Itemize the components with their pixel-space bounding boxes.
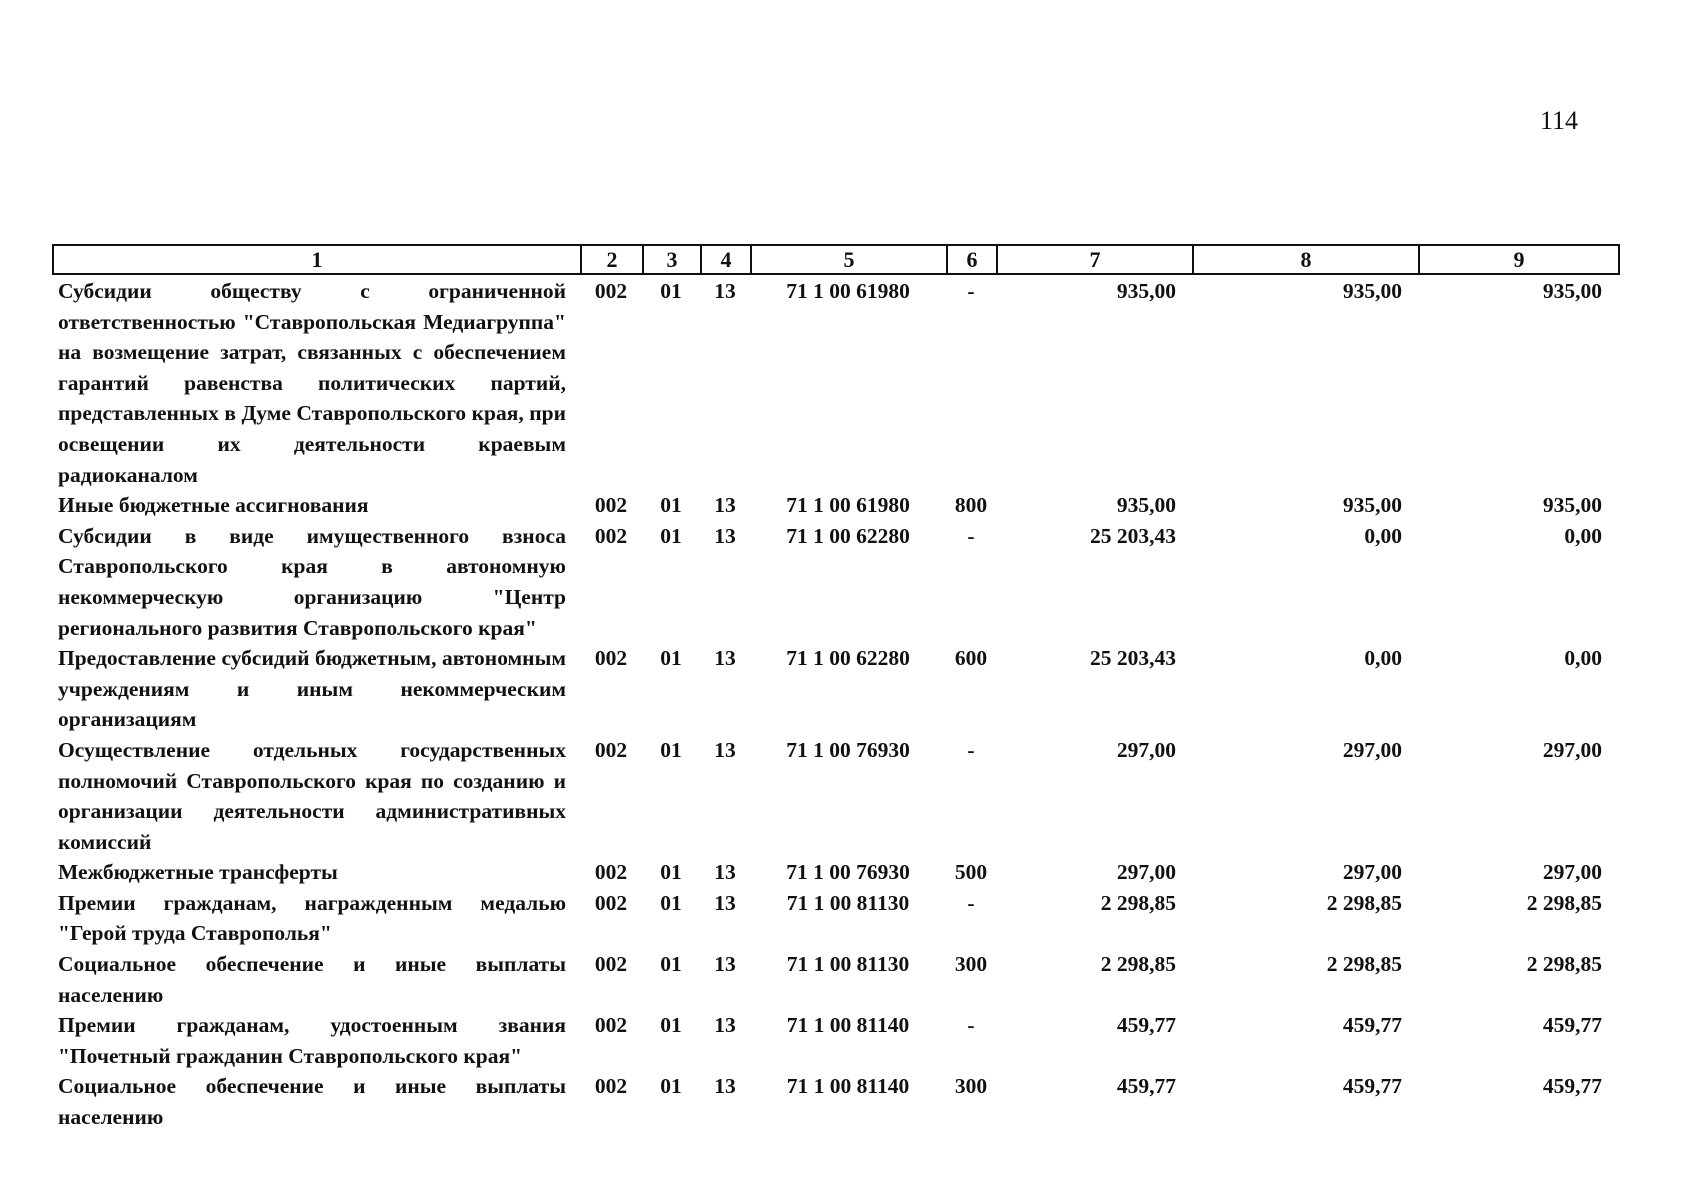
row-col-7: 2 298,85	[1100, 952, 1176, 977]
table-row	[52, 1071, 1618, 1132]
table-header	[52, 244, 1620, 275]
row-col-4: 13	[714, 1013, 736, 1038]
row-col-6: -	[967, 523, 975, 548]
row-col-4: 13	[714, 860, 736, 885]
header-col-2: 2	[581, 245, 643, 274]
table-row	[52, 735, 1618, 857]
row-col-6: -	[967, 737, 975, 762]
row-col-7: 297,00	[1116, 737, 1176, 762]
row-col-4: 13	[714, 1074, 736, 1099]
header-col-8: 8	[1193, 245, 1419, 274]
row-col-9: 297,00	[1542, 860, 1602, 885]
row-col-6: -	[967, 279, 975, 303]
row-col-2: 002	[594, 890, 628, 915]
row-col-9: 935,00	[1542, 279, 1602, 303]
header-row	[53, 245, 1619, 274]
row-col-9: 2 298,85	[1526, 952, 1602, 977]
header-col-6: 6	[947, 245, 997, 274]
row-name: Социальное обеспечение и иные выплаты населению	[58, 952, 566, 1007]
row-col-8: 297,00	[1342, 737, 1402, 762]
table-row	[52, 857, 1618, 888]
row-col-2: 002	[594, 952, 628, 977]
row-col-8: 297,00	[1342, 860, 1402, 885]
row-col-9: 2 298,85	[1526, 890, 1602, 915]
row-col-5: 71 1 00 62280	[786, 646, 910, 671]
row-col-5: 71 1 00 76930	[786, 737, 910, 762]
header-col-3: 3	[643, 245, 701, 274]
row-col-6: -	[967, 890, 975, 915]
row-col-2: 002	[594, 1074, 628, 1099]
row-col-6: 300	[954, 1074, 988, 1099]
row-col-4: 13	[714, 890, 736, 915]
row-col-2: 002	[594, 646, 628, 671]
row-col-7: 935,00	[1116, 279, 1176, 303]
row-col-3: 01	[660, 493, 682, 518]
row-col-4: 13	[714, 279, 736, 303]
table-row	[52, 521, 1618, 643]
row-col-9: 935,00	[1542, 493, 1602, 518]
row-col-5: 71 1 00 81130	[786, 952, 910, 977]
row-col-3: 01	[660, 860, 682, 885]
row-col-6: 800	[954, 493, 988, 518]
budget-table	[52, 276, 1618, 1133]
row-col-9: 0,00	[1564, 646, 1602, 671]
row-col-5: 71 1 00 62280	[786, 523, 910, 548]
row-col-3: 01	[660, 1074, 682, 1099]
header-col-1: 1	[53, 245, 581, 274]
row-col-7: 25 203,43	[1090, 523, 1176, 548]
page-number: 114	[1540, 106, 1579, 135]
row-col-7: 935,00	[1116, 493, 1176, 518]
row-col-7: 297,00	[1116, 860, 1176, 885]
row-col-9: 459,77	[1542, 1074, 1602, 1099]
row-col-2: 002	[594, 523, 628, 548]
table-row	[52, 949, 1618, 1010]
row-col-4: 13	[714, 646, 736, 671]
row-col-8: 0,00	[1364, 523, 1402, 548]
row-col-6: 500	[954, 860, 988, 885]
row-name: Иные бюджетные ассигнования	[58, 493, 369, 518]
row-col-9: 297,00	[1542, 737, 1602, 762]
row-col-4: 13	[714, 952, 736, 977]
row-col-6: 600	[954, 646, 988, 671]
row-col-5: 71 1 00 61980	[786, 279, 910, 303]
header-col-4: 4	[701, 245, 751, 274]
header-col-7: 7	[997, 245, 1193, 274]
table-row	[52, 888, 1618, 949]
row-col-2: 002	[594, 860, 628, 885]
row-col-7: 459,77	[1116, 1074, 1176, 1099]
row-col-5: 71 1 00 81130	[786, 890, 910, 915]
row-col-2: 002	[594, 493, 628, 518]
row-col-6: -	[967, 1013, 975, 1038]
row-col-3: 01	[660, 890, 682, 915]
row-col-4: 13	[714, 737, 736, 762]
row-name: Премии гражданам, награжденным медалью "Герой труда Ставрополья"	[58, 890, 566, 946]
table-row	[52, 1010, 1618, 1071]
row-col-5: 71 1 00 81140	[786, 1013, 910, 1038]
row-name: Социальное обеспечение и иные выплаты населению	[58, 1074, 566, 1130]
row-col-3: 01	[660, 523, 682, 548]
row-name: Премии гражданам, удостоенным звания "Почетный гражданин Ставропольского края"	[58, 1013, 566, 1068]
row-col-8: 935,00	[1342, 493, 1402, 518]
row-col-6: 300	[954, 952, 988, 977]
row-col-2: 002	[594, 1013, 628, 1038]
row-name: Осуществление отдельных государственных полномочий Ставропольского края по созданию и организации деятельности административных комиссий	[58, 737, 566, 854]
row-col-5: 71 1 00 61980	[786, 493, 910, 518]
row-col-2: 002	[594, 737, 628, 762]
row-col-8: 0,00	[1364, 646, 1402, 671]
row-name: Субсидии обществу с ограниченной ответственностью "Ставропольская Медиагруппа" на возмещение затрат, связанных с обеспечением гарантий равенства политических партий, представленных в Думе Ставропольского края, при освещении их деятельности краевым радиоканалом	[58, 279, 566, 487]
row-name: Субсидии в виде имущественного взноса Ставропольского края в автономную некоммерческую организацию "Центр регионального развития Ставропольского края"	[58, 523, 566, 640]
row-col-4: 13	[714, 493, 736, 518]
header-col-5: 5	[751, 245, 947, 274]
row-col-5: 71 1 00 81140	[786, 1074, 910, 1099]
row-name: Предоставление субсидий бюджетным, автономным учреждениям и иным некоммерческим организациям	[58, 646, 566, 732]
row-col-8: 2 298,85	[1326, 952, 1402, 977]
row-col-7: 2 298,85	[1100, 890, 1176, 915]
table-row	[52, 276, 1618, 490]
row-col-7: 459,77	[1116, 1013, 1176, 1038]
row-col-3: 01	[660, 646, 682, 671]
row-col-3: 01	[660, 737, 682, 762]
row-col-9: 0,00	[1564, 523, 1602, 548]
row-col-4: 13	[714, 523, 736, 548]
row-col-7: 25 203,43	[1090, 646, 1176, 671]
row-col-8: 935,00	[1342, 279, 1402, 303]
row-col-8: 2 298,85	[1326, 890, 1402, 915]
table-row	[52, 643, 1618, 735]
row-col-9: 459,77	[1542, 1013, 1602, 1038]
row-col-8: 459,77	[1342, 1013, 1402, 1038]
header-col-9: 9	[1419, 245, 1619, 274]
row-col-8: 459,77	[1342, 1074, 1402, 1099]
row-col-3: 01	[660, 279, 682, 303]
table-row	[52, 490, 1618, 521]
row-col-5: 71 1 00 76930	[786, 860, 910, 885]
row-col-3: 01	[660, 952, 682, 977]
row-col-2: 002	[594, 279, 628, 303]
row-name: Межбюджетные трансферты	[58, 860, 338, 885]
row-col-3: 01	[660, 1013, 682, 1038]
